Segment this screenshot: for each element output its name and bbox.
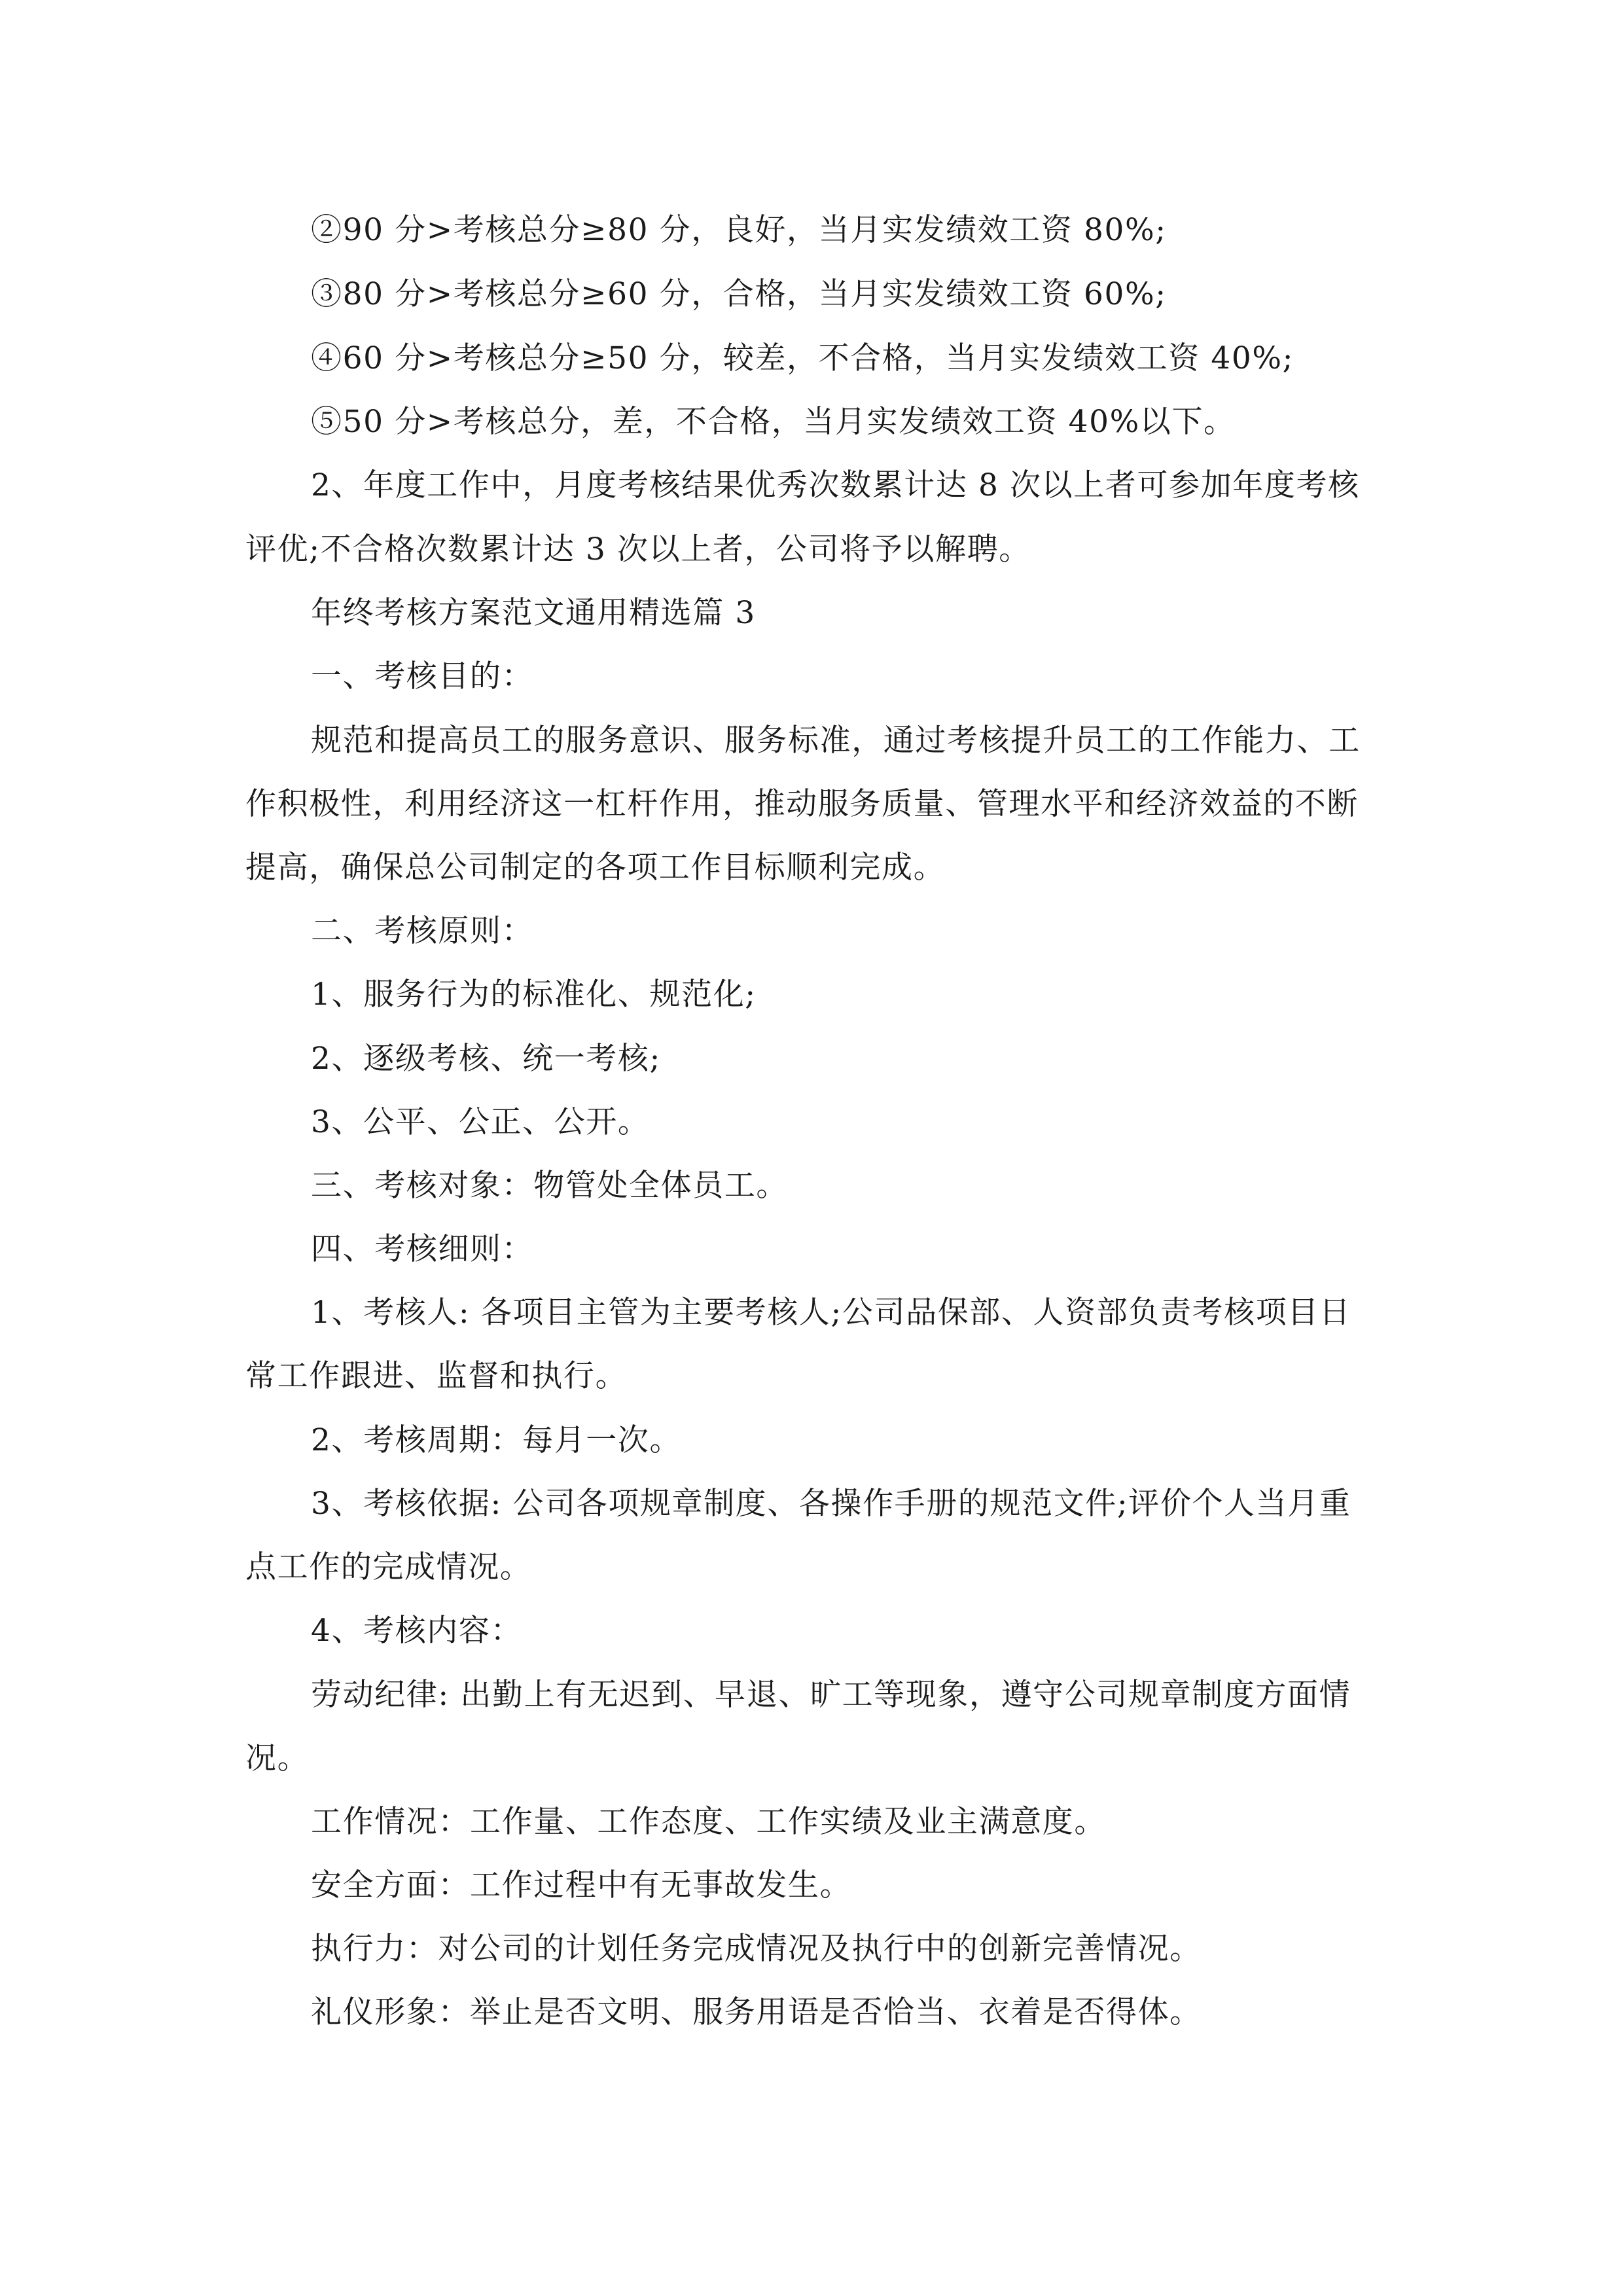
section-heading: 年终考核方案范文通用精选篇 3 bbox=[311, 595, 756, 631]
list-item: 3、考核依据: 公司各项规章制度、各操作手册的规范文件;评价个人当月重 bbox=[311, 1486, 1351, 1522]
paragraph-line: 安全方面：工作过程中有无事故发生。 bbox=[311, 1867, 852, 1903]
list-item: 2、逐级考核、统一考核; bbox=[311, 1041, 661, 1077]
paragraph-line: 执行力：对公司的计划任务完成情况及执行中的创新完善情况。 bbox=[311, 1931, 1202, 1967]
paragraph-line: 礼仪形象：举止是否文明、服务用语是否恰当、衣着是否得体。 bbox=[311, 1994, 1202, 2030]
section-heading: 四、考核细则： bbox=[311, 1231, 534, 1267]
paragraph-line: ③80 分>考核总分≥60 分，合格，当月实发绩效工资 60%; bbox=[311, 276, 1167, 312]
paragraph-line: 点工作的完成情况。 bbox=[245, 1549, 532, 1585]
list-item: 2、考核周期：每月一次。 bbox=[311, 1422, 682, 1458]
paragraph-line: 规范和提高员工的服务意识、服务标准，通过考核提升员工的工作能力、工 bbox=[311, 723, 1361, 759]
list-item: 3、公平、公正、公开。 bbox=[311, 1104, 650, 1140]
section-heading: 一、考核目的： bbox=[311, 658, 534, 694]
paragraph-line: ②90 分>考核总分≥80 分，良好，当月实发绩效工资 80%; bbox=[311, 212, 1167, 248]
paragraph-line: 工作情况：工作量、工作态度、工作实绩及业主满意度。 bbox=[311, 1804, 1106, 1840]
paragraph-line: 况。 bbox=[245, 1740, 310, 1776]
paragraph-line: 提高，确保总公司制定的各项工作目标顺利完成。 bbox=[245, 850, 946, 886]
paragraph-line: 评优;不合格次数累计达 3 次以上者，公司将予以解聘。 bbox=[245, 531, 1031, 567]
paragraph-line: ④60 分>考核总分≥50 分，较差，不合格，当月实发绩效工资 40%; bbox=[311, 340, 1294, 376]
paragraph-line: 作积极性，利用经济这一杠杆作用，推动服务质量、管理水平和经济效益的不断 bbox=[245, 786, 1359, 822]
paragraph-line: ⑤50 分>考核总分，差，不合格，当月实发绩效工资 40%以下。 bbox=[311, 404, 1236, 440]
paragraph-line: 劳动纪律: 出勤上有无迟到、早退、旷工等现象，遵守公司规章制度方面情 bbox=[311, 1677, 1351, 1713]
list-item: 1、考核人: 各项目主管为主要考核人;公司品保部、人资部负责考核项目日 bbox=[311, 1295, 1351, 1331]
section-heading: 三、考核对象：物管处全体员工。 bbox=[311, 1168, 788, 1204]
section-heading: 二、考核原则： bbox=[311, 913, 534, 949]
list-item: 4、考核内容： bbox=[311, 1613, 523, 1649]
paragraph-line: 常工作跟进、监督和执行。 bbox=[245, 1358, 628, 1394]
list-item: 1、服务行为的标准化、规范化; bbox=[311, 977, 757, 1013]
paragraph-line: 2、年度工作中，月度考核结果优秀次数累计达 8 次以上者可参加年度考核 bbox=[311, 467, 1360, 503]
